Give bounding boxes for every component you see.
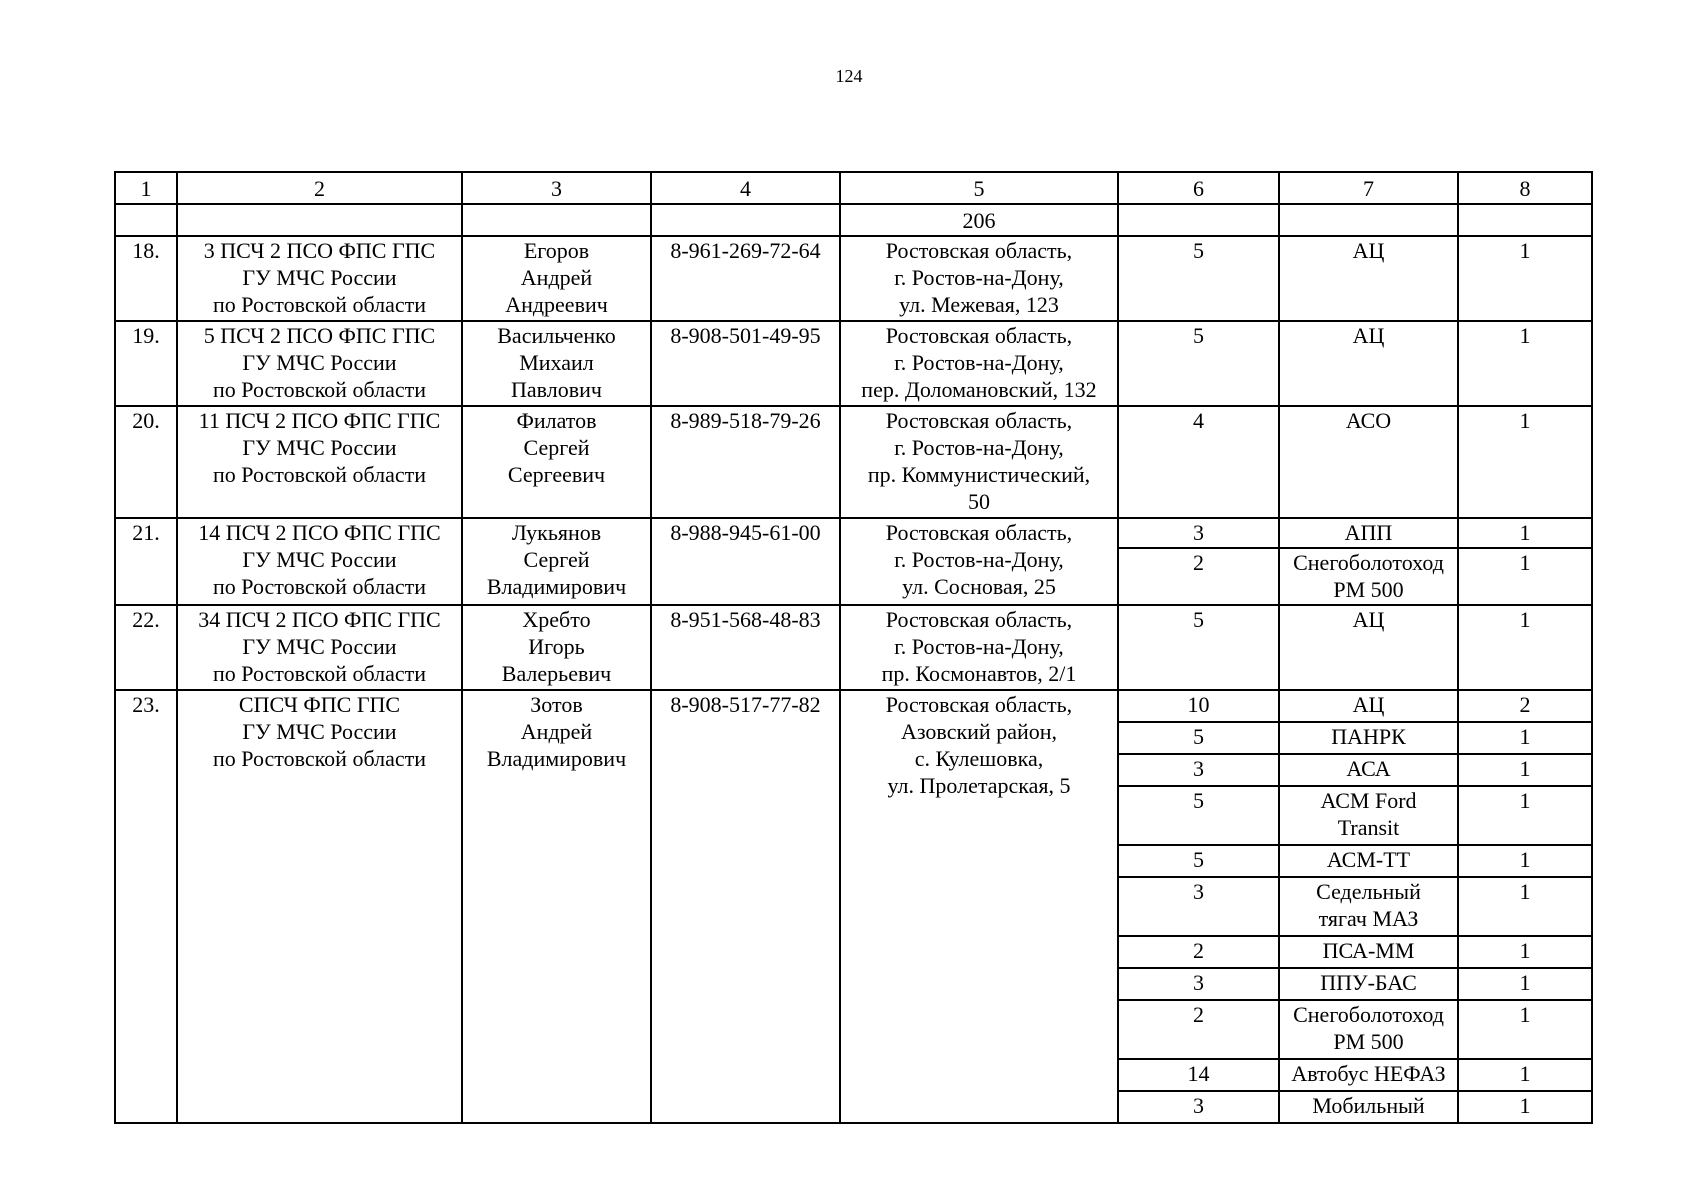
- staff-count-cell: 10: [1118, 690, 1279, 722]
- person-cell: [462, 518, 651, 605]
- row-number-cell: 23.: [115, 690, 177, 1123]
- vehicle-qty-cell: 1: [1458, 968, 1592, 1000]
- column-number: 1: [115, 172, 177, 204]
- vehicle-qty-cell: 1: [1458, 1000, 1592, 1059]
- unit-cell: [177, 605, 462, 690]
- staff-count-cell: 2: [1118, 936, 1279, 968]
- staff-count-cell: 3: [1118, 754, 1279, 786]
- table-row: [115, 518, 1592, 548]
- unit-cell: [177, 690, 462, 1123]
- person-cell: [462, 406, 651, 518]
- cell-line: Павлович: [511, 377, 602, 402]
- cell-line: ул. Сосновая, 25: [902, 574, 1056, 599]
- cell-line: ГУ МЧС России: [242, 350, 397, 375]
- column-number: 8: [1458, 172, 1592, 204]
- page-number: 124: [835, 66, 863, 86]
- cell-line: Ростовская область,: [885, 238, 1073, 263]
- column-number: 7: [1279, 172, 1458, 204]
- cell-line: Седельный: [1316, 879, 1421, 904]
- cell-line: АСМ Ford: [1320, 788, 1417, 813]
- vehicle-type-cell: [1279, 406, 1458, 518]
- vehicle-type-cell: [1279, 518, 1458, 548]
- cell-line: АЦ: [1352, 323, 1385, 348]
- table-row: [115, 236, 1592, 321]
- cell-line: АЦ: [1352, 692, 1385, 717]
- vehicle-qty-cell: 1: [1458, 548, 1592, 605]
- staff-count-cell: 5: [1118, 722, 1279, 754]
- address-cell: [840, 690, 1118, 1123]
- cell-line: АПП: [1344, 520, 1393, 545]
- cell-line: Хребто: [522, 607, 591, 632]
- cell-line: по Ростовской области: [212, 574, 426, 599]
- column-number-row: [115, 172, 1592, 204]
- cell-line: 34 ПСЧ 2 ПСО ФПС ГПС: [198, 607, 441, 632]
- staff-count-cell: 3: [1118, 877, 1279, 936]
- table-row: [115, 321, 1592, 406]
- vehicle-type-cell: [1279, 1000, 1458, 1059]
- cell-line: ГУ МЧС России: [242, 435, 397, 460]
- vehicle-type-cell: [1279, 936, 1458, 968]
- cell-line: Васильченко: [497, 323, 616, 348]
- cell-line: Азовский район,: [900, 719, 1058, 744]
- cell-line: Валерьевич: [501, 661, 612, 686]
- vehicle-qty-cell: 1: [1458, 605, 1592, 690]
- equipment-table: [114, 171, 1593, 1124]
- cell-line: ГУ МЧС России: [242, 634, 397, 659]
- cell-line: 14 ПСЧ 2 ПСО ФПС ГПС: [198, 520, 441, 545]
- address-cell: [840, 518, 1118, 605]
- cell-line: г. Ростов-на-Дону,: [894, 265, 1064, 290]
- cell-line: тягач МАЗ: [1318, 906, 1419, 931]
- vehicle-type-cell: [1279, 786, 1458, 845]
- cell-line: по Ростовской области: [212, 746, 426, 771]
- cell-line: ГУ МЧС России: [242, 265, 397, 290]
- cell-line: ППУ-БАС: [1320, 970, 1417, 995]
- phone-cell: 8-908-517-77-82: [651, 690, 840, 1123]
- cell-line: ул. Пролетарская, 5: [887, 773, 1071, 798]
- vehicle-type-cell: [1279, 845, 1458, 877]
- cell-line: Андрей: [520, 265, 593, 290]
- vehicle-type-cell: [1279, 605, 1458, 690]
- cell-line: АСО: [1345, 408, 1392, 433]
- vehicle-qty-cell: 1: [1458, 406, 1592, 518]
- cell-line: Михаил: [519, 350, 594, 375]
- table-row: [115, 406, 1592, 518]
- vehicle-type-cell: [1279, 1091, 1458, 1123]
- cell-line: ПАНРК: [1331, 724, 1406, 749]
- cell-line: 5 ПСЧ 2 ПСО ФПС ГПС: [203, 323, 436, 348]
- cell-line: ГУ МЧС России: [242, 547, 397, 572]
- page-marker-row: [115, 204, 1592, 236]
- staff-count-cell: 2: [1118, 1000, 1279, 1059]
- cell-line: Снегоболотоход: [1293, 550, 1444, 575]
- cell-line: Ростовская область,: [885, 323, 1073, 348]
- cell-line: Снегоболотоход: [1293, 1002, 1444, 1027]
- vehicle-type-cell: [1279, 690, 1458, 722]
- cell-line: Сергей: [523, 435, 590, 460]
- cell-line: 50: [968, 489, 990, 514]
- staff-count-cell: 5: [1118, 321, 1279, 406]
- staff-count-cell: 5: [1118, 845, 1279, 877]
- column-number: 3: [462, 172, 651, 204]
- person-cell: [462, 321, 651, 406]
- cell-line: СПСЧ ФПС ГПС: [238, 692, 401, 717]
- cell-line: Владимирович: [486, 746, 627, 771]
- person-cell: [462, 690, 651, 1123]
- cell-line: Ростовская область,: [885, 520, 1073, 545]
- cell-line: г. Ростов-на-Дону,: [894, 435, 1064, 460]
- staff-count-cell: 2: [1118, 548, 1279, 605]
- table-row: [115, 690, 1592, 722]
- phone-cell: 8-951-568-48-83: [651, 605, 840, 690]
- column-number: 2: [177, 172, 462, 204]
- vehicle-qty-cell: 1: [1458, 518, 1592, 548]
- cell-line: Сергеевич: [507, 462, 606, 487]
- vehicle-type-cell: [1279, 877, 1458, 936]
- row-number-cell: 19.: [115, 321, 177, 406]
- vehicle-qty-cell: 1: [1458, 722, 1592, 754]
- staff-count-cell: 5: [1118, 605, 1279, 690]
- cell-line: Лукьянов: [511, 520, 602, 545]
- address-cell: [840, 406, 1118, 518]
- vehicle-qty-cell: 1: [1458, 1091, 1592, 1123]
- unit-cell: [177, 236, 462, 321]
- table-body: [115, 172, 1592, 1123]
- cell-line: Игорь: [528, 634, 585, 659]
- cell-line: по Ростовской области: [212, 462, 426, 487]
- cell-line: Сергей: [523, 547, 590, 572]
- cell-line: г. Ростов-на-Дону,: [894, 547, 1064, 572]
- cell-line: по Ростовской области: [212, 292, 426, 317]
- vehicle-qty-cell: 1: [1458, 321, 1592, 406]
- cell-line: Филатов: [516, 408, 597, 433]
- vehicle-type-cell: [1279, 236, 1458, 321]
- staff-count-cell: 5: [1118, 236, 1279, 321]
- person-cell: [462, 605, 651, 690]
- staff-count-cell: 4: [1118, 406, 1279, 518]
- cell-line: Владимирович: [486, 574, 627, 599]
- vehicle-type-cell: [1279, 722, 1458, 754]
- cell-line: г. Ростов-на-Дону,: [894, 634, 1064, 659]
- unit-cell: [177, 518, 462, 605]
- cell-line: Егоров: [523, 238, 590, 263]
- page-marker: 206: [840, 204, 1118, 236]
- vehicle-qty-cell: 2: [1458, 690, 1592, 722]
- cell-line: г. Ростов-на-Дону,: [894, 350, 1064, 375]
- staff-count-cell: 3: [1118, 518, 1279, 548]
- cell-line: Зотов: [530, 692, 583, 717]
- cell-line: Ростовская область,: [885, 607, 1073, 632]
- vehicle-qty-cell: 1: [1458, 754, 1592, 786]
- cell-line: ПСА-ММ: [1322, 938, 1415, 963]
- column-number: 6: [1118, 172, 1279, 204]
- staff-count-cell: 5: [1118, 786, 1279, 845]
- cell-line: 11 ПСЧ 2 ПСО ФПС ГПС: [198, 408, 441, 433]
- cell-line: ул. Межевая, 123: [899, 292, 1059, 317]
- cell-line: АЦ: [1352, 607, 1385, 632]
- row-number-cell: 18.: [115, 236, 177, 321]
- cell-line: Автобус НЕФАЗ: [1291, 1061, 1446, 1086]
- staff-count-cell: 3: [1118, 1091, 1279, 1123]
- cell-line: Ростовская область,: [885, 692, 1073, 717]
- phone-cell: 8-989-518-79-26: [651, 406, 840, 518]
- vehicle-qty-cell: 1: [1458, 786, 1592, 845]
- cell-line: РМ 500: [1333, 577, 1404, 602]
- vehicle-qty-cell: 1: [1458, 236, 1592, 321]
- phone-cell: 8-988-945-61-00: [651, 518, 840, 605]
- cell-line: ГУ МЧС России: [242, 719, 397, 744]
- vehicle-type-cell: [1279, 1059, 1458, 1091]
- cell-line: по Ростовской области: [212, 377, 426, 402]
- vehicle-type-cell: [1279, 968, 1458, 1000]
- cell-line: Андреевич: [505, 292, 608, 317]
- column-number: 5: [840, 172, 1118, 204]
- cell-line: АЦ: [1352, 238, 1385, 263]
- vehicle-qty-cell: 1: [1458, 1059, 1592, 1091]
- table-row: [115, 605, 1592, 690]
- column-number: 4: [651, 172, 840, 204]
- unit-cell: [177, 406, 462, 518]
- person-cell: [462, 236, 651, 321]
- cell-line: РМ 500: [1333, 1029, 1404, 1054]
- address-cell: [840, 321, 1118, 406]
- cell-line: Андрей: [520, 719, 593, 744]
- staff-count-cell: 14: [1118, 1059, 1279, 1091]
- cell-line: АСА: [1346, 756, 1391, 781]
- cell-line: пр. Космонавтов, 2/1: [881, 661, 1077, 686]
- vehicle-qty-cell: 1: [1458, 845, 1592, 877]
- cell-line: по Ростовской области: [212, 661, 426, 686]
- vehicle-qty-cell: 1: [1458, 936, 1592, 968]
- vehicle-type-cell: [1279, 548, 1458, 605]
- cell-line: Transit: [1337, 815, 1400, 840]
- cell-line: 3 ПСЧ 2 ПСО ФПС ГПС: [203, 238, 436, 263]
- cell-line: пр. Коммунистический,: [867, 462, 1091, 487]
- phone-cell: 8-908-501-49-95: [651, 321, 840, 406]
- cell-line: пер. Доломановский, 132: [861, 377, 1097, 402]
- row-number-cell: 20.: [115, 406, 177, 518]
- address-cell: [840, 236, 1118, 321]
- row-number-cell: 21.: [115, 518, 177, 605]
- cell-line: Мобильный: [1312, 1093, 1425, 1118]
- unit-cell: [177, 321, 462, 406]
- staff-count-cell: 3: [1118, 968, 1279, 1000]
- vehicle-qty-cell: 1: [1458, 877, 1592, 936]
- cell-line: с. Кулешовка,: [914, 746, 1044, 771]
- vehicle-type-cell: [1279, 754, 1458, 786]
- vehicle-type-cell: [1279, 321, 1458, 406]
- phone-cell: 8-961-269-72-64: [651, 236, 840, 321]
- row-number-cell: 22.: [115, 605, 177, 690]
- cell-line: АСМ-ТТ: [1326, 847, 1411, 872]
- address-cell: [840, 605, 1118, 690]
- cell-line: Ростовская область,: [885, 408, 1073, 433]
